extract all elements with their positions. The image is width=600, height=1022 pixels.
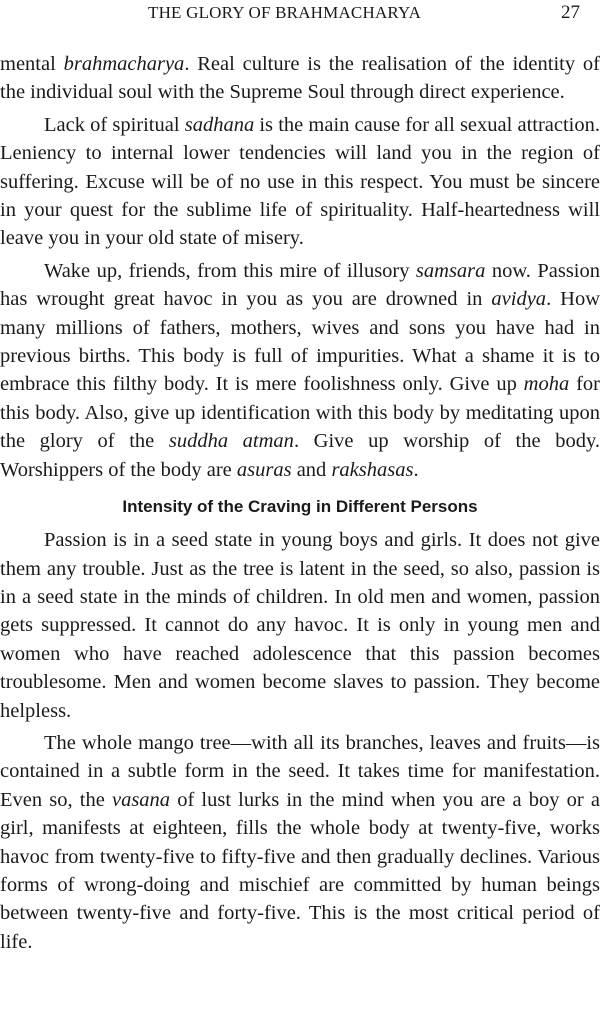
running-header — [0, 0, 600, 26]
italic-term: rakshasas — [331, 458, 414, 481]
italic-term: suddha atman — [168, 430, 294, 453]
italic-term: asuras — [236, 458, 292, 481]
text-run: Passion is in a seed state in young boys and girls. It does not give them any trouble. Just as the tree is latent in the seed, so also, passion is in a seed state in the minds of children. In old men and women, passion gets suppressed. It cannot do any havoc. It is only in young men and women who have reached adolescence that this passion becomes troublesome. Men and women become slaves to passion. They become helpless. — [0, 529, 600, 722]
paragraph — [0, 50, 600, 107]
paragraph — [0, 257, 600, 484]
section-heading: Intensity of the Craving in Different Persons — [122, 497, 478, 517]
text-run: mental — [0, 53, 64, 75]
paragraph — [0, 729, 600, 956]
page-body — [0, 50, 600, 956]
italic-term: brahmacharya — [63, 53, 185, 75]
italic-term: avidya — [491, 288, 547, 311]
italic-term: sadhana — [184, 113, 255, 136]
text-run: of lust lurks in the mind when you are a boy or a girl, manifests at eighteen, fills the whole body at twenty-five, works havoc from twenty-five to fifty-five and then gradually declines. Various forms of wrong-doing and mischief are committed by human beings between twenty-five and forty-five. This is the most critical period of life. — [0, 788, 600, 953]
paragraph — [0, 111, 600, 253]
text-run: Wake up, friends, from this mire of illusory — [44, 259, 416, 282]
text-run: is the main cause for all sexual attraction. Leniency to internal lower tendencies will land you in the region of suffering. Excuse will be of no use in this respect. You must be sincere in your quest for the sublime life of spirituality. Half-heartedness will leave you in your old state of misery. — [0, 113, 600, 250]
text-run: . How many millions of fathers, mothers, wives and sons you have had in previous births. This body is full of impurities. What a shame it is to embrace this filthy body. It is mere foolishness only. Give up — [0, 288, 600, 396]
text-run: for this body. Also, give up identification with this body by meditating upon the glory of the — [0, 373, 600, 453]
page-number: 27 — [561, 2, 580, 23]
text-run: Lack of spiritual — [44, 113, 185, 136]
text-run: . Give up worship of the body. Worshippers of the body are — [0, 430, 600, 481]
italic-term: vasana — [111, 788, 171, 811]
text-run: . — [413, 458, 419, 481]
italic-term: moha — [523, 373, 570, 396]
text-run: now. Passion has wrought great havoc in you as you are drowned in — [0, 259, 600, 311]
text-run: and — [291, 458, 332, 481]
text-run: . Real culture is the realisation of the identity of the individual soul with the Supreme Soul through direct experience. — [0, 53, 600, 104]
paragraph — [0, 526, 600, 725]
running-title: THE GLORY OF BRAHMACHARYA — [148, 3, 422, 22]
text-run: The whole mango tree—with all its branches, leaves and fruits—is contained in a subtle form in the seed. It takes time for manifestation. Even so, the — [0, 731, 600, 811]
italic-term: samsara — [415, 259, 486, 282]
